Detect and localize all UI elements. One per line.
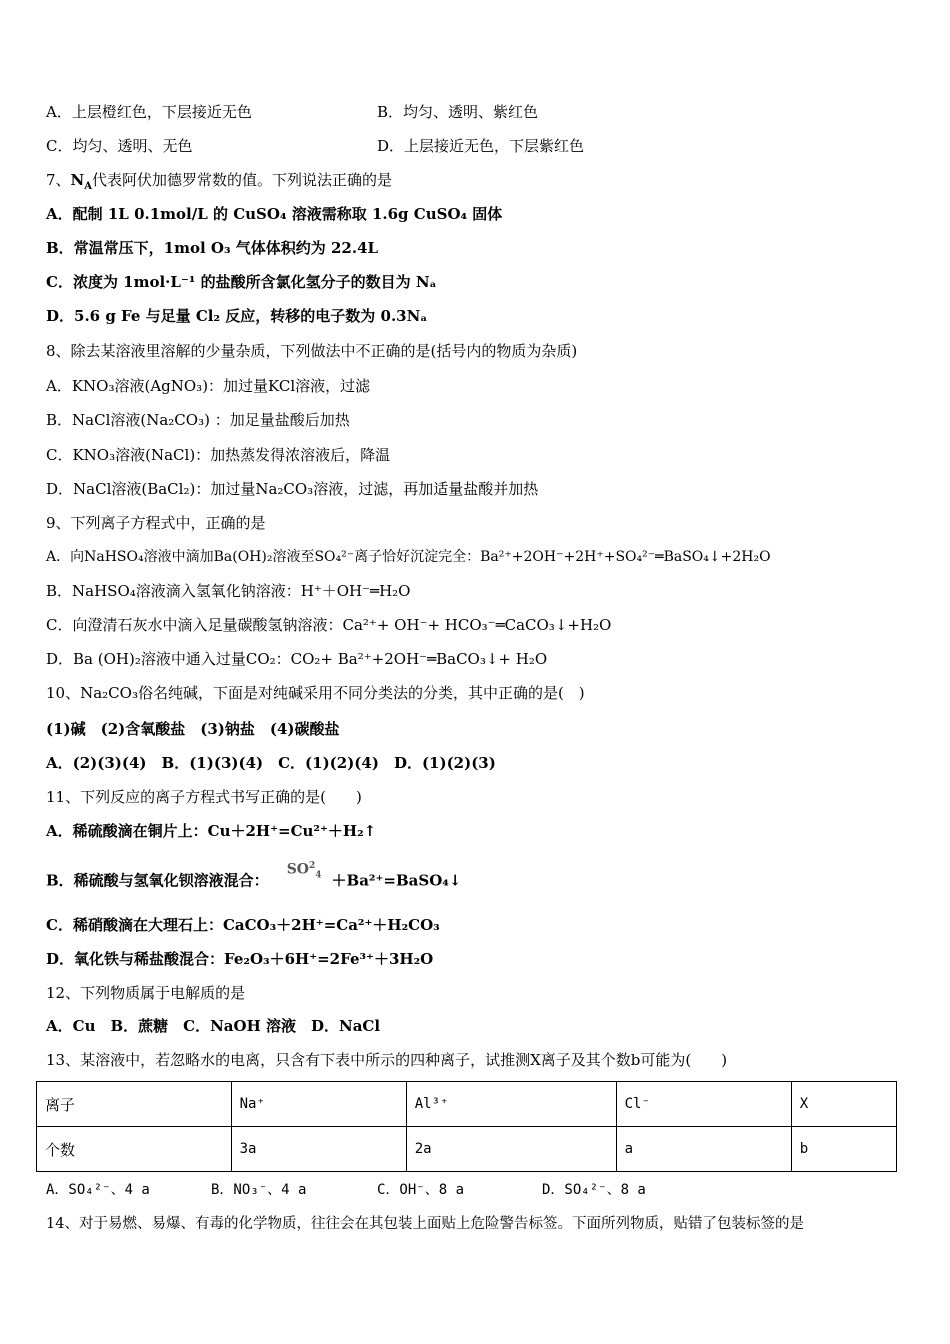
- q11-option-d: D．氧化铁与稀盐酸混合：Fe₂O₃＋6H⁺=2Fe³⁺＋3H₂O: [46, 950, 434, 968]
- q8-option-d: D．NaCl溶液(BaCl₂)：加过量Na₂CO₃溶液，过滤，再加适量盐酸并加热: [46, 480, 539, 498]
- q8-option-c: C．KNO₃溶液(NaCl)：加热蒸发得浓溶液后，降温: [46, 446, 391, 464]
- q7-option-c: C．浓度为 1mol·L⁻¹ 的盐酸所含氯化氢分子的数目为 Nₐ: [46, 273, 437, 291]
- q6-option-a: A．上层橙红色，下层接近无色: [46, 103, 252, 121]
- q13-stem: 13、某溶液中，若忽略水的电离，只含有下表中所示的四种离子，试推测X离子及其个数b可能为( ): [46, 1051, 728, 1069]
- q7-stem-text: 代表阿伏加德罗常数的值。下列说法正确的是: [92, 171, 393, 189]
- q11-option-a: A．稀硫酸滴在铜片上：Cu＋2H⁺=Cu²⁺＋H₂↑: [46, 822, 377, 840]
- q13-option-d: D．SO₄²⁻、8 a: [542, 1182, 646, 1198]
- q12-stem: 12、下列物质属于电解质的是: [46, 984, 246, 1002]
- q11-option-b-label: B．稀硫酸与氢氧化钡溶液混合：: [46, 871, 269, 890]
- table-cell: Al³⁺: [406, 1082, 616, 1127]
- q11-option-b: [46, 861, 462, 897]
- q13-option-b: B．NO₃⁻、4 a: [211, 1182, 307, 1198]
- table-cell: 2a: [406, 1127, 616, 1172]
- table-row: [37, 1082, 897, 1127]
- q12-options: A．Cu B．蔗糖 C．NaOH 溶液 D．NaCl: [46, 1017, 381, 1035]
- q7-option-b: B．常温常压下，1mol O₃ 气体体积约为 22.4L: [46, 239, 379, 257]
- table-cell: X: [791, 1082, 896, 1127]
- q7-na-subscript: A: [84, 181, 93, 192]
- q7-stem: [46, 170, 392, 197]
- q10-options: A．(2)(3)(4) B．(1)(3)(4) C．(1)(2)(4) D．(1)(2)(3): [46, 754, 496, 772]
- q11-stem: 11、下列反应的离子方程式书写正确的是( ): [46, 788, 362, 806]
- table-cell: b: [791, 1127, 896, 1172]
- q6-option-c: C．均匀、透明、无色: [46, 137, 193, 155]
- q10-stem: 10、Na₂CO₃俗名纯碱，下面是对纯碱采用不同分类法的分类，其中正确的是( ): [46, 684, 585, 702]
- q14-stem: 14、对于易燃、易爆、有毒的化学物质，往往会在其包装上面贴上危险警告标签。下面所列物质，贴错了包装标签的是: [46, 1216, 804, 1232]
- table-cell: Cl⁻: [616, 1082, 791, 1127]
- q6-option-d: D．上层接近无色，下层紫红色: [377, 137, 585, 155]
- table-cell: Na⁺: [231, 1082, 406, 1127]
- q9-option-c: C．向澄清石灰水中滴入足量碳酸氢钠溶液：Ca²⁺+ OH⁻+ HCO₃⁻═CaCO₃↓+H₂O: [46, 616, 612, 634]
- q11-option-b-equation: ＋Ba²⁺=BaSO₄↓: [331, 871, 462, 890]
- q9-option-d: D．Ba (OH)₂溶液中通入过量CO₂：CO₂+ Ba²⁺+2OH⁻═BaCO₃↓+ H₂O: [46, 650, 548, 668]
- q7-option-a: A．配制 1L 0.1mol/L 的 CuSO₄ 溶液需称取 1.6g CuSO₄ 固体: [46, 205, 503, 223]
- q11-option-c: C．稀硝酸滴在大理石上：CaCO₃＋2H⁺=Ca²⁺＋H₂CO₃: [46, 916, 440, 934]
- q13-option-c: C．OH⁻、8 a: [377, 1182, 465, 1198]
- q7-na-symbol: N: [70, 171, 85, 189]
- ion-table: [36, 1081, 897, 1172]
- q8-option-b: B．NaCl溶液(Na₂CO₃) ：加足量盐酸后加热: [46, 411, 350, 429]
- table-cell: 个数: [37, 1127, 232, 1172]
- q9-stem: 9、下列离子方程式中，正确的是: [46, 514, 266, 532]
- q8-option-a: A．KNO₃溶液(AgNO₃)：加过量KCl溶液，过滤: [46, 377, 371, 395]
- q13-option-a: A．SO₄²⁻、4 a: [46, 1182, 150, 1198]
- sulfate-formula-image: $SO^2_4$: [286, 861, 322, 881]
- table-row: [37, 1127, 897, 1172]
- table-cell: 3a: [231, 1127, 406, 1172]
- q9-option-b: B．NaHSO₄溶液滴入氢氧化钠溶液：H⁺＋OH⁻═H₂O: [46, 582, 411, 600]
- q7-number: 7、: [46, 171, 71, 189]
- q9-option-a: A．向NaHSO₄溶液中滴加Ba(OH)₂溶液至SO₄²⁻离子恰好沉淀完全：Ba²⁺+2OH⁻+2H⁺+SO₄²⁻═BaSO₄↓+2H₂O: [46, 549, 771, 565]
- q7-option-d: D．5.6 g Fe 与足量 Cl₂ 反应，转移的电子数为 0.3Nₐ: [46, 307, 428, 325]
- table-cell: 离子: [37, 1082, 232, 1127]
- q6-option-b: B．均匀、透明、紫红色: [377, 103, 539, 121]
- q8-stem: 8、除去某溶液里溶解的少量杂质，下列做法中不正确的是(括号内的物质为杂质): [46, 342, 578, 360]
- q10-items: (1)碱 (2)含氧酸盐 (3)钠盐 (4)碳酸盐: [46, 720, 340, 738]
- table-cell: a: [616, 1127, 791, 1172]
